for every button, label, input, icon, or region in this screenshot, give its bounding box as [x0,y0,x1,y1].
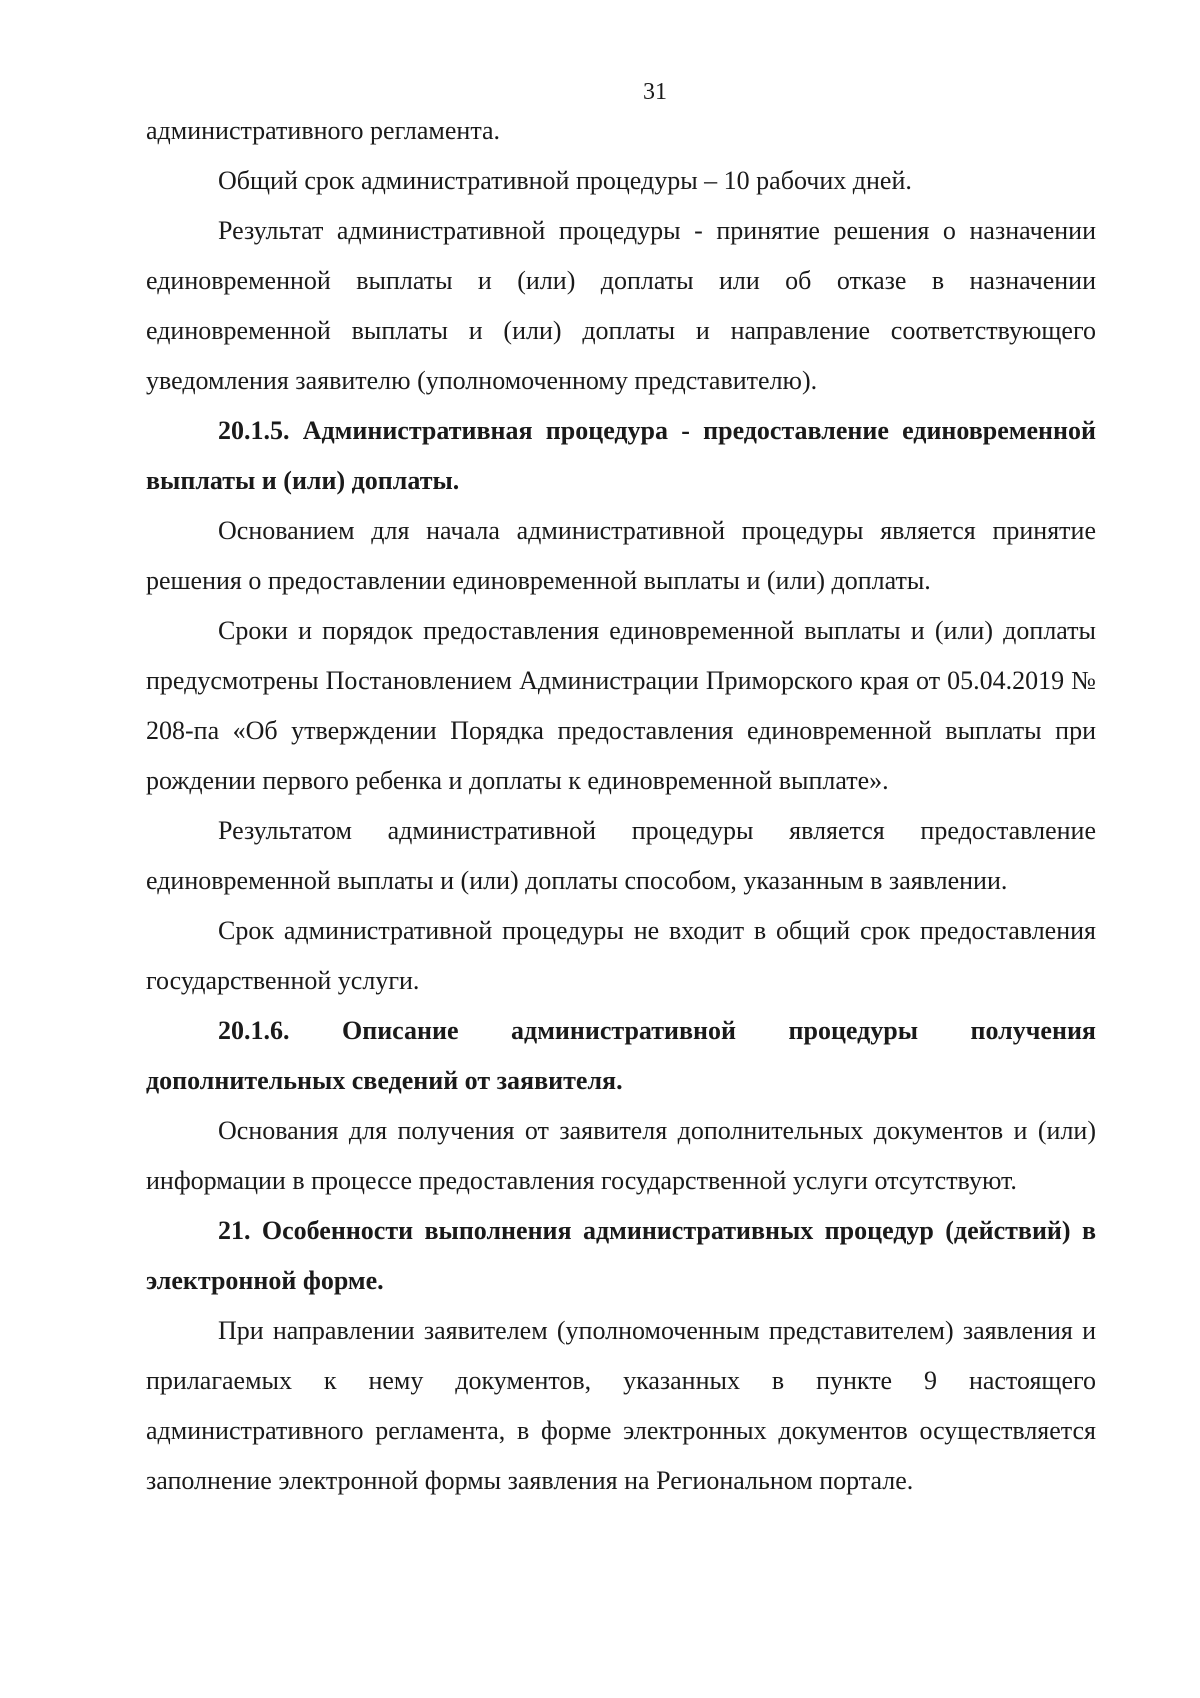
document-body [146,106,1096,1506]
section-heading-20-1-5: 20.1.5. Административная процедура - предоставление единовременной выплаты и (или) доплаты. [146,416,1096,495]
paragraph-electronic-form: При направлении заявителем (уполномоченным представителем) заявления и прилагаемых к нему документов, указанных в пункте 9 настоящего административного регламента, в форме электронных документов осуществляется заполнение электронной формы заявления на Региональном портале. [146,1316,1096,1495]
paragraph-procedure-term: Срок административной процедуры не входит в общий срок предоставления государственной услуги. [146,916,1096,995]
paragraph-total-term: Общий срок административной процедуры – 10 рабочих дней. [218,166,912,195]
paragraph-continuation: административного регламента. [146,116,501,145]
page-number: 31 [643,79,667,105]
paragraph-terms-order: Сроки и порядок предоставления единовременной выплаты и (или) доплаты предусмотрены Постановлением Администрации Приморского края от 05.04.2019 № 208-па «Об утверждении Порядка предоставления единовременной выплаты при рождении первого ребенка и доплаты к единовременной выплате». [146,616,1096,795]
paragraph-additional-info: Основания для получения от заявителя дополнительных документов и (или) информации в процессе предоставления государственной услуги отсутствуют. [146,1116,1096,1195]
paragraph-basis-start: Основанием для начала административной процедуры является принятие решения о предоставлении единовременной выплаты и (или) доплаты. [146,516,1096,595]
paragraph-procedure-result: Результат административной процедуры - принятие решения о назначении единовременной выплаты и (или) доплаты или об отказе в назначении единовременной выплаты и (или) доплаты и направление соответствующего уведомления заявителю (уполномоченному представителю). [146,216,1096,395]
paragraph-provision-result: Результатом административной процедуры является предоставление единовременной выплаты и (или) доплаты способом, указанным в заявлении. [146,816,1096,895]
section-heading-20-1-6: 20.1.6. Описание административной процедуры получения дополнительных сведений от заявителя. [146,1016,1096,1095]
section-heading-21: 21. Особенности выполнения административных процедур (действий) в электронной форме. [146,1216,1096,1295]
